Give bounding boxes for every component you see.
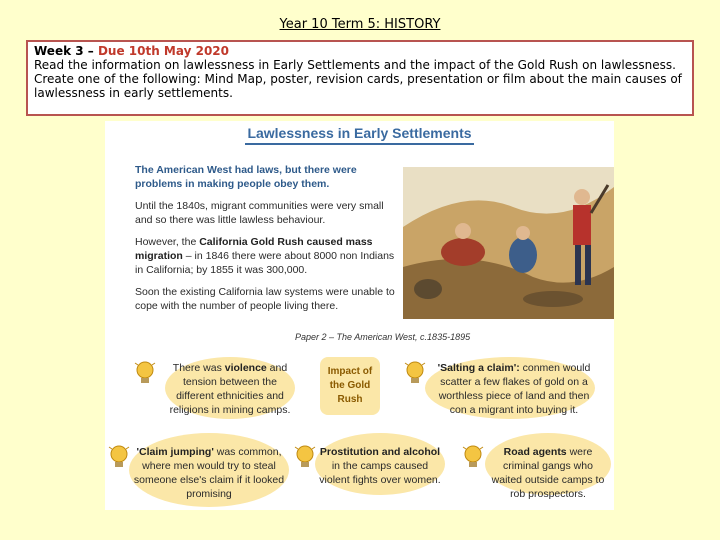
task-instruction-2: Create one of the following: Mind Map, poster, revision cards, presentation or film about the main causes of lawlessness in early settlements. [34, 72, 682, 100]
week-line [34, 44, 686, 58]
task-instruction-1: Read the information on lawlessness in Early Settlements and the impact of the Gold Rush on lawlessness. [34, 58, 676, 72]
cause-jumping-b: was common, where men would try to steal someone else's claim if it looked promising [133, 446, 285, 500]
lightbulb-icon [403, 359, 427, 389]
intro-lead: The American West had laws, but there were problems in making people obey them. [135, 164, 357, 190]
gold-rush-illustration [403, 167, 614, 319]
cause-jumping-a: 'Claim jumping' [136, 446, 214, 458]
lightbulb-icon [133, 359, 157, 389]
cause-salting-b: conmen would scatter a few flakes of gold on a worthless piece of land and then con a migrant into buying it. [438, 362, 591, 416]
cause-claim-jumping [131, 445, 287, 501]
week-label: Week 3 – [34, 44, 98, 58]
cause-salting-a: 'Salting a claim': [437, 362, 520, 374]
lightbulb-icon [461, 443, 485, 473]
cause-road-b: were criminal gangs who waited outside camps to rob prospectors. [491, 446, 605, 500]
info-panel [105, 121, 614, 510]
caption: Paper 2 – The American West, c.1835-1895 [295, 332, 471, 342]
intro-p3-b: California Gold Rush caused mass migration [135, 236, 373, 262]
cause-violence-b: violence [224, 362, 267, 374]
cause-prostitution [317, 445, 443, 487]
cause-violence-c: and tension between the different ethnicities and religions in mining camps. [169, 362, 291, 416]
intro-p3-a: However, the [135, 236, 200, 248]
cause-road-agents [487, 445, 609, 501]
page-title: Year 10 Term 5: HISTORY [279, 17, 441, 32]
cause-road-a: Road agents [503, 446, 567, 458]
intro-paragraph-4: Soon the existing California law systems were unable to cope with the number of people living there. [135, 286, 395, 312]
title-underline [245, 143, 474, 145]
panel-title: Lawlessness in Early Settlements [247, 125, 472, 141]
intro-text [135, 163, 400, 321]
intro-paragraph-2: Until the 1840s, migrant communities were very small and so there was little lawless behaviour. [135, 200, 384, 226]
cause-salting [431, 361, 597, 417]
cause-violence-a: There was [172, 362, 225, 374]
lightbulb-icon [293, 443, 317, 473]
task-box [26, 40, 694, 116]
intro-p3-c: – in 1846 there were about 8000 non Indians in California; by 1855 it was 300,000. [135, 250, 395, 276]
intro-paragraph-3 [135, 235, 400, 277]
impact-center-box: Impact of the Gold Rush [320, 357, 380, 415]
cause-prostitution-a: Prostitution and alcohol [319, 446, 441, 458]
cause-violence [167, 361, 293, 417]
cause-prostitution-b: in the camps caused violent fights over women. [319, 460, 441, 486]
due-date: Due 10th May 2020 [97, 44, 229, 58]
lightbulb-icon [107, 443, 131, 473]
